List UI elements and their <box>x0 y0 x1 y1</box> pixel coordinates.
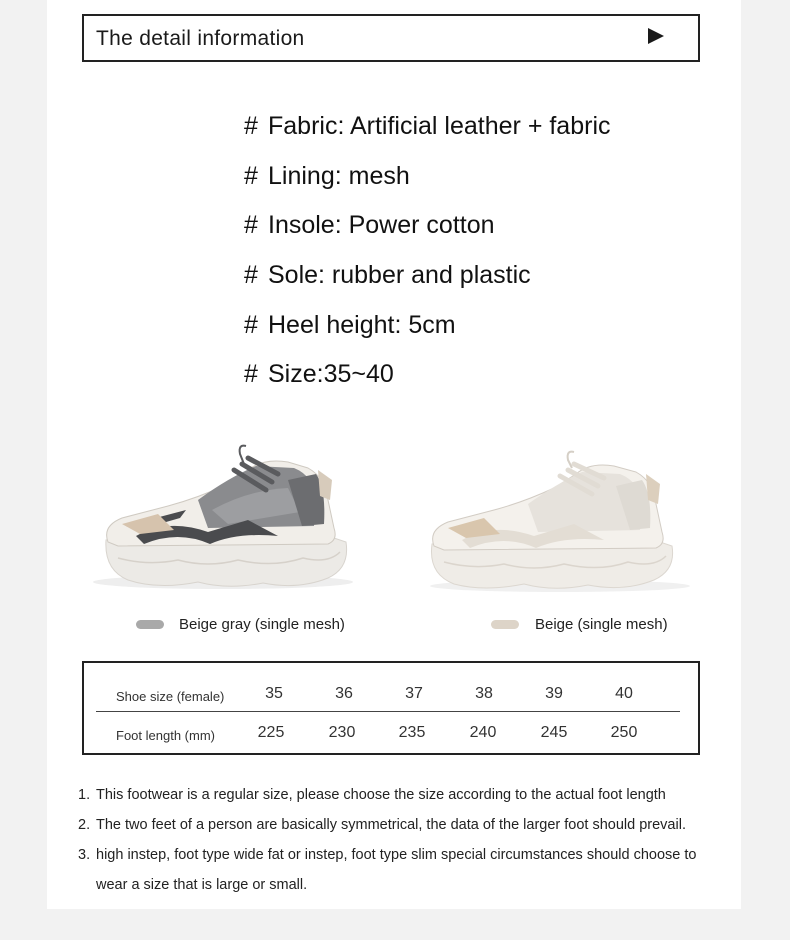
spec-list <box>244 112 611 410</box>
length-cell: 245 <box>540 724 568 741</box>
size-cell: 37 <box>405 685 423 702</box>
size-row-label: Shoe size (female) <box>116 689 225 704</box>
spec-item: # Size:35~40 <box>244 360 394 389</box>
size-cell: 38 <box>475 685 493 702</box>
spec-item: # Lining: mesh <box>244 161 410 190</box>
size-notes <box>78 780 718 900</box>
length-cell: 230 <box>328 724 356 741</box>
shoe-image-beige-gray[interactable] <box>88 440 378 600</box>
size-cell: 35 <box>265 685 283 702</box>
color-label-beige-gray: Beige gray (single mesh) <box>179 616 345 633</box>
note-item: 2. The two feet of a person are basically symmetrical, the data of the larger foot should prevail. <box>78 817 686 833</box>
length-cell: 225 <box>257 724 285 741</box>
color-swatch-beige[interactable] <box>491 620 519 629</box>
header-title: The detail information <box>96 27 305 50</box>
size-cell: 36 <box>335 685 353 702</box>
length-cell: 250 <box>610 724 638 741</box>
color-label-beige: Beige (single mesh) <box>535 616 668 633</box>
table-divider <box>96 711 680 712</box>
length-cell: 240 <box>469 724 497 741</box>
length-cell: 235 <box>398 724 426 741</box>
note-item: 3. high instep, foot type wide fat or instep, foot type slim special circumstances should choose to wear a size that is large or small. <box>78 847 697 893</box>
spec-item: # Fabric: Artificial leather + fabric <box>244 112 611 140</box>
play-arrow-icon[interactable] <box>648 28 664 44</box>
spec-item: # Insole: Power cotton <box>244 211 495 240</box>
spec-item: # Sole: rubber and plastic <box>244 261 531 290</box>
size-table <box>82 661 700 755</box>
color-swatch-beige-gray[interactable] <box>136 620 164 629</box>
size-cell: 40 <box>615 685 633 702</box>
note-item: 1. This footwear is a regular size, please choose the size according to the actual foot length <box>78 787 666 803</box>
shoe-image-beige[interactable] <box>410 446 700 601</box>
length-row-label: Foot length (mm) <box>116 728 215 743</box>
detail-info-header[interactable] <box>82 14 700 62</box>
size-cell: 39 <box>545 685 563 702</box>
spec-item: # Heel height: 5cm <box>244 310 456 339</box>
